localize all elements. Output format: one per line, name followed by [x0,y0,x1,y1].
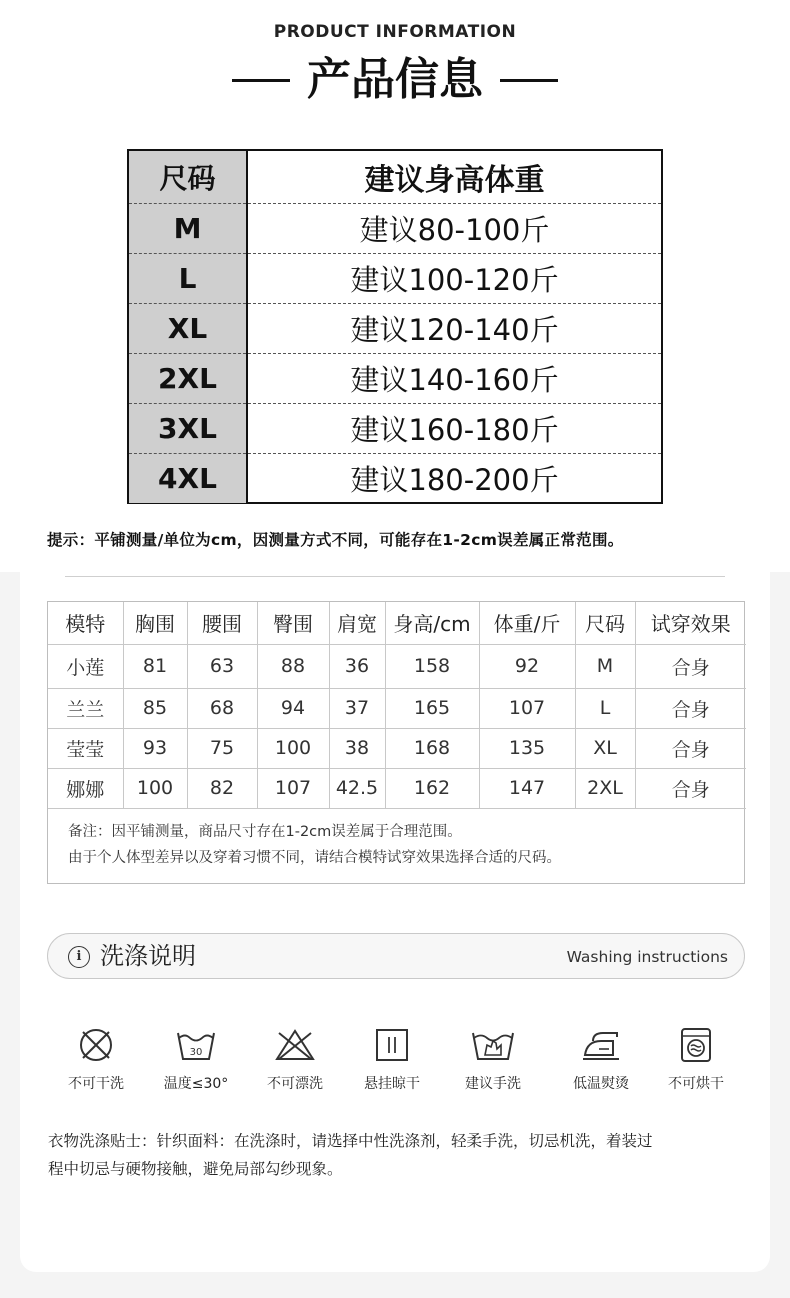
care-label: 建议手洗 [465,1076,521,1092]
care-item [56,1025,136,1093]
model-cell: 147 [479,768,575,808]
no-wash-icon [76,1025,116,1065]
care-item [453,1025,533,1093]
model-cell: 63 [187,644,257,688]
model-cell: 小莲 [48,644,123,688]
advice-cell: 建议80-100斤 [247,203,661,253]
care-label: 温度≤30° [163,1076,229,1092]
model-table-header [48,602,746,644]
model-header-cell: 臀围 [257,602,329,644]
size-row [129,453,661,503]
model-cell: 162 [385,768,479,808]
title-dash-right [500,79,558,82]
care-label: 低温熨烫 [573,1076,629,1092]
model-cell: 81 [123,644,187,688]
model-row [48,728,746,768]
advice-header: 建议身高体重 [247,151,661,203]
advice-cell: 建议180-200斤 [350,462,559,497]
model-cell: M [575,644,635,688]
advice-cell: 建议140-160斤 [247,353,661,403]
size-cell: 4XL [129,453,247,503]
size-cell: XL [129,303,247,353]
model-row [48,644,746,688]
model-cell: 38 [329,728,385,768]
model-cell: 165 [385,688,479,728]
note-line: 由于个人体型差异以及穿着习惯不同，请结合模特试穿效果选择合适的尺码。 [68,849,561,866]
advice-cell: 建议160-180斤 [247,403,661,453]
details-section [0,572,790,1298]
model-cell: 兰兰 [48,688,123,728]
advice-cell: 建议120-140斤 [247,303,661,353]
care-item [561,1025,641,1093]
care-label: 不可干洗 [68,1076,124,1092]
model-cell: 2XL [575,768,635,808]
model-cell: 37 [329,688,385,728]
model-cell: 93 [123,728,187,768]
size-row [129,303,661,353]
info-icon: i [68,946,90,968]
size-header: 尺码 [129,151,247,203]
model-cell: 107 [257,768,329,808]
model-cell: 娜娜 [48,768,123,808]
washing-subtitle: Washing instructions [566,948,728,966]
section-title: 产品信息 [307,54,483,105]
size-row [129,353,661,403]
advice-cell: 建议100-120斤 [247,253,661,303]
model-cell: 合身 [635,688,746,728]
model-cell: L [575,688,635,728]
care-item [352,1025,432,1093]
care-icons [56,1025,756,1095]
care-item [656,1025,736,1093]
size-cell: 2XL [129,353,247,403]
low-iron-icon [579,1025,623,1065]
note-line: 备注：因平铺测量，商品尺寸存在1-2cm误差属于合理范围。 [68,823,462,840]
model-cell: 合身 [635,768,746,808]
model-cell: 168 [385,728,479,768]
model-cell: 82 [187,768,257,808]
wash-30-icon [174,1025,218,1065]
model-header-cell: 胸围 [123,602,187,644]
hang-dry-icon [372,1025,412,1065]
model-row [48,768,746,808]
no-bleach-icon [273,1025,317,1065]
model-cell: 合身 [635,644,746,688]
model-cell: 莹莹 [48,728,123,768]
divider [65,576,725,577]
washing-header [47,933,745,979]
model-cell: 合身 [635,728,746,768]
model-cell: XL [575,728,635,768]
model-cell: 100 [257,728,329,768]
model-header-cell: 肩宽 [329,602,385,644]
model-cell: 75 [187,728,257,768]
measurement-hint: 提示：平铺测量/单位为cm，因测量方式不同，可能存在1-2cm误差属正常范围。 [47,531,624,549]
product-info-section [0,0,790,572]
care-label: 不可烘干 [668,1076,724,1092]
model-cell: 36 [329,644,385,688]
model-header-cell: 尺码 [575,602,635,644]
model-cell: 158 [385,644,479,688]
model-cell: 135 [479,728,575,768]
care-item [255,1025,335,1093]
tips-line: 程中切忌与硬物接触，避免局部勾纱现象。 [48,1160,343,1178]
size-chart-header [129,151,661,203]
model-cell: 100 [123,768,187,808]
hand-wash-icon [469,1025,517,1065]
tips-line: 衣物洗涤贴士：针织面料：在洗涤时，请选择中性洗涤剂，轻柔手洗，切忌机洗，着装过 [48,1132,653,1150]
no-tumble-dry-icon [676,1025,716,1065]
size-row [129,203,661,253]
care-item [156,1025,236,1093]
washing-title: 洗涤说明 [100,942,196,970]
size-cell: 3XL [129,403,247,453]
title-row [0,52,790,108]
size-cell: M [129,203,247,253]
section-subtitle: PRODUCT INFORMATION [273,22,517,42]
details-card [20,572,770,1272]
washing-tips [48,1127,760,1183]
model-cell: 42.5 [329,768,385,808]
model-cell: 94 [257,688,329,728]
size-cell: L [129,253,247,303]
model-row [48,688,746,728]
care-label: 不可漂洗 [267,1076,323,1092]
model-cell: 107 [479,688,575,728]
model-header-cell: 试穿效果 [635,602,746,644]
model-header-cell: 腰围 [187,602,257,644]
model-cell: 68 [187,688,257,728]
size-row [129,403,661,453]
model-fit-table [47,601,745,884]
size-row [129,253,661,303]
model-table-note [48,809,744,871]
model-cell: 88 [257,644,329,688]
model-header-cell: 体重/斤 [479,602,575,644]
model-header-cell: 身高/cm [385,602,479,644]
model-header-cell: 模特 [48,602,123,644]
model-cell: 85 [123,688,187,728]
care-label: 悬挂晾干 [364,1076,420,1092]
wash-temp-mark: 30 [189,1047,203,1058]
model-cell: 92 [479,644,575,688]
size-chart-table [127,149,663,504]
